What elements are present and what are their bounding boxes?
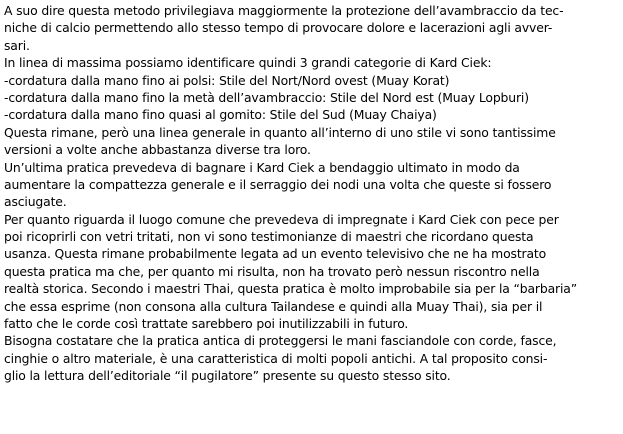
text-line: asciugate. [4, 194, 67, 210]
text-line: In linea di massima possiamo identificare quindi 3 grandi categorie di Kard Ciek: [4, 55, 492, 71]
text-line: sari. [4, 37, 30, 53]
text-line: Bisogna costatare che la pratica antica di proteggersi le mani fasciandole con corde, fasce, [4, 333, 557, 349]
text-line: -cordatura dalla mano fino ai polsi: Stile del Nort/Nord ovest (Muay Korat) [4, 72, 450, 88]
text-line: realtà storica. Secondo i maestri Thai, questa pratica è molto improbabile sia per la “barbaria” [4, 281, 577, 297]
text-line: cinghie o altro materiale, è una caratteristica di molti popoli antichi. A tal proposito consi- [4, 350, 548, 366]
text-line: -cordatura dalla mano fino la metà dell’avambraccio: Stile del Nord est (Muay Lopburi) [4, 89, 529, 105]
text-line: che essa esprime (non consona alla cultura Tailandese e quindi alla Muay Thai), sia per il [4, 298, 543, 314]
text-line: Per quanto riguarda il luogo comune che prevedeva di impregnate i Kard Ciek con pece per [4, 211, 559, 227]
text-line: fatto che le corde così trattate sarebbero poi inutilizzabili in futuro. [4, 316, 409, 332]
text-line: questa pratica ma che, per quanto mi risulta, non ha trovato però nessun riscontro nella [4, 263, 540, 279]
text-line: -cordatura dalla mano fino quasi al gomito: Stile del Sud (Muay Chaiya) [4, 107, 437, 123]
text-line: A suo dire questa metodo privilegiava maggiormente la protezione dell’avambraccio da tec- [4, 3, 564, 18]
text-line: Un’ultima pratica prevedeva di bagnare i Kard Ciek a bendaggio ultimato in modo da [4, 159, 520, 175]
text-line: niche di calcio permettendo allo stesso tempo di provocare dolore e lacerazioni agli avver- [4, 20, 553, 36]
text-line: versioni a volte anche abbastanza diverse tra loro. [4, 142, 311, 158]
text-line: usanza. Questa rimane probabilmente legata ad un evento televisivo che ne ha mostrato [4, 246, 547, 262]
text-line: poi ricoprirli con vetri tritati, non vi sono testimonianze di maestri che ricordano questa [4, 229, 534, 245]
text-line: glio la lettura dell’editoriale “il pugilatore” presente su questo stesso sito. [4, 368, 451, 384]
text-line: aumentare la compattezza generale e il serraggio dei nodi una volta che queste si fossero [4, 176, 552, 192]
text-line: Questa rimane, però una linea generale in quanto all’interno di uno stile vi sono tantissime [4, 124, 556, 140]
